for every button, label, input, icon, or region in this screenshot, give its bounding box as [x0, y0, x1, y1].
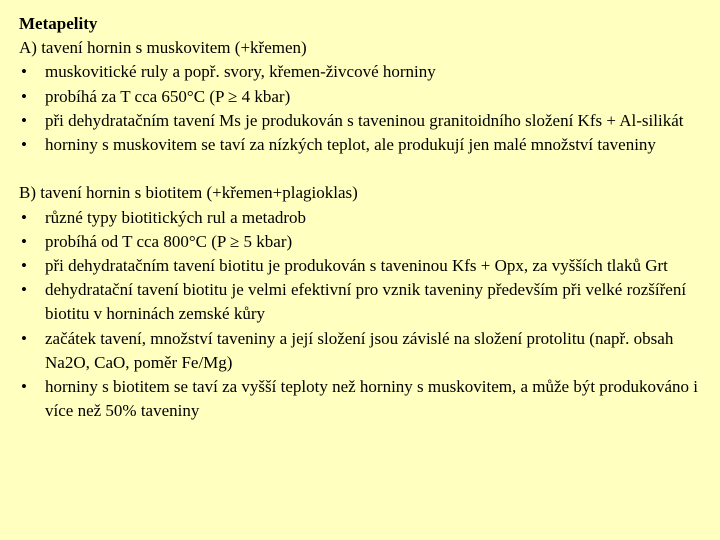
list-item-text: při dehydratačním tavení biotitu je produkován s taveninou Kfs + Opx, za vyšších tlaků Grt — [45, 256, 668, 276]
list-item — [19, 109, 706, 133]
list-item-text: probíhá za T cca 650°C (P ≥ 4 kbar) — [45, 86, 291, 106]
bullet-icon: • — [21, 62, 27, 82]
list-item-text: horniny s biotitem se taví za vyšší teploty než horniny s muskovitem, a může být produkováno i více než 50% taveniny — [45, 377, 698, 421]
bullet-icon: • — [21, 135, 27, 155]
list-item — [19, 278, 706, 326]
list-item — [19, 133, 706, 157]
bullet-icon: • — [21, 256, 27, 276]
list-item — [19, 60, 706, 84]
list-item-text: začátek tavení, množství taveniny a její složení jsou závislé na složení protolitu (např. obsah Na2O, CaO, poměr Fe/Mg) — [45, 328, 674, 372]
section-spacer — [19, 157, 706, 181]
list-item — [19, 85, 706, 109]
list-item-text: probíhá od T cca 800°C (P ≥ 5 kbar) — [45, 231, 293, 251]
list-item-text: různé typy biotitických rul a metadrob — [45, 207, 307, 227]
list-item — [19, 206, 706, 230]
section-b-heading: B) tavení hornin s biotitem (+křemen+plagioklas) — [19, 183, 358, 203]
list-item-text: při dehydratačním tavení Ms je produkován s taveninou granitoidního složení Kfs + Al-silikát — [45, 110, 684, 130]
bullet-icon: • — [21, 328, 27, 348]
list-item — [19, 375, 706, 423]
section-b-list — [19, 206, 706, 424]
bullet-icon: • — [21, 231, 27, 251]
list-item — [19, 327, 706, 375]
list-item — [19, 254, 706, 278]
bullet-icon: • — [21, 377, 27, 397]
section-a-list — [19, 60, 706, 157]
slide-title: Metapelity — [19, 14, 98, 33]
bullet-icon: • — [21, 110, 27, 130]
bullet-icon: • — [21, 207, 27, 227]
section-a-heading: A) tavení hornin s muskovitem (+křemen) — [19, 38, 307, 58]
list-item — [19, 230, 706, 254]
bullet-icon: • — [21, 86, 27, 106]
list-item-text: dehydratační tavení biotitu je velmi efektivní pro vznik taveniny především při velké rozšíření biotitu v horninách zemské kůry — [45, 280, 687, 324]
bullet-icon: • — [21, 280, 27, 300]
list-item-text: muskovitické ruly a popř. svory, křemen-živcové horniny — [45, 62, 436, 82]
list-item-text: horniny s muskovitem se taví za nízkých teplot, ale produkují jen malé množství taveniny — [45, 135, 656, 155]
